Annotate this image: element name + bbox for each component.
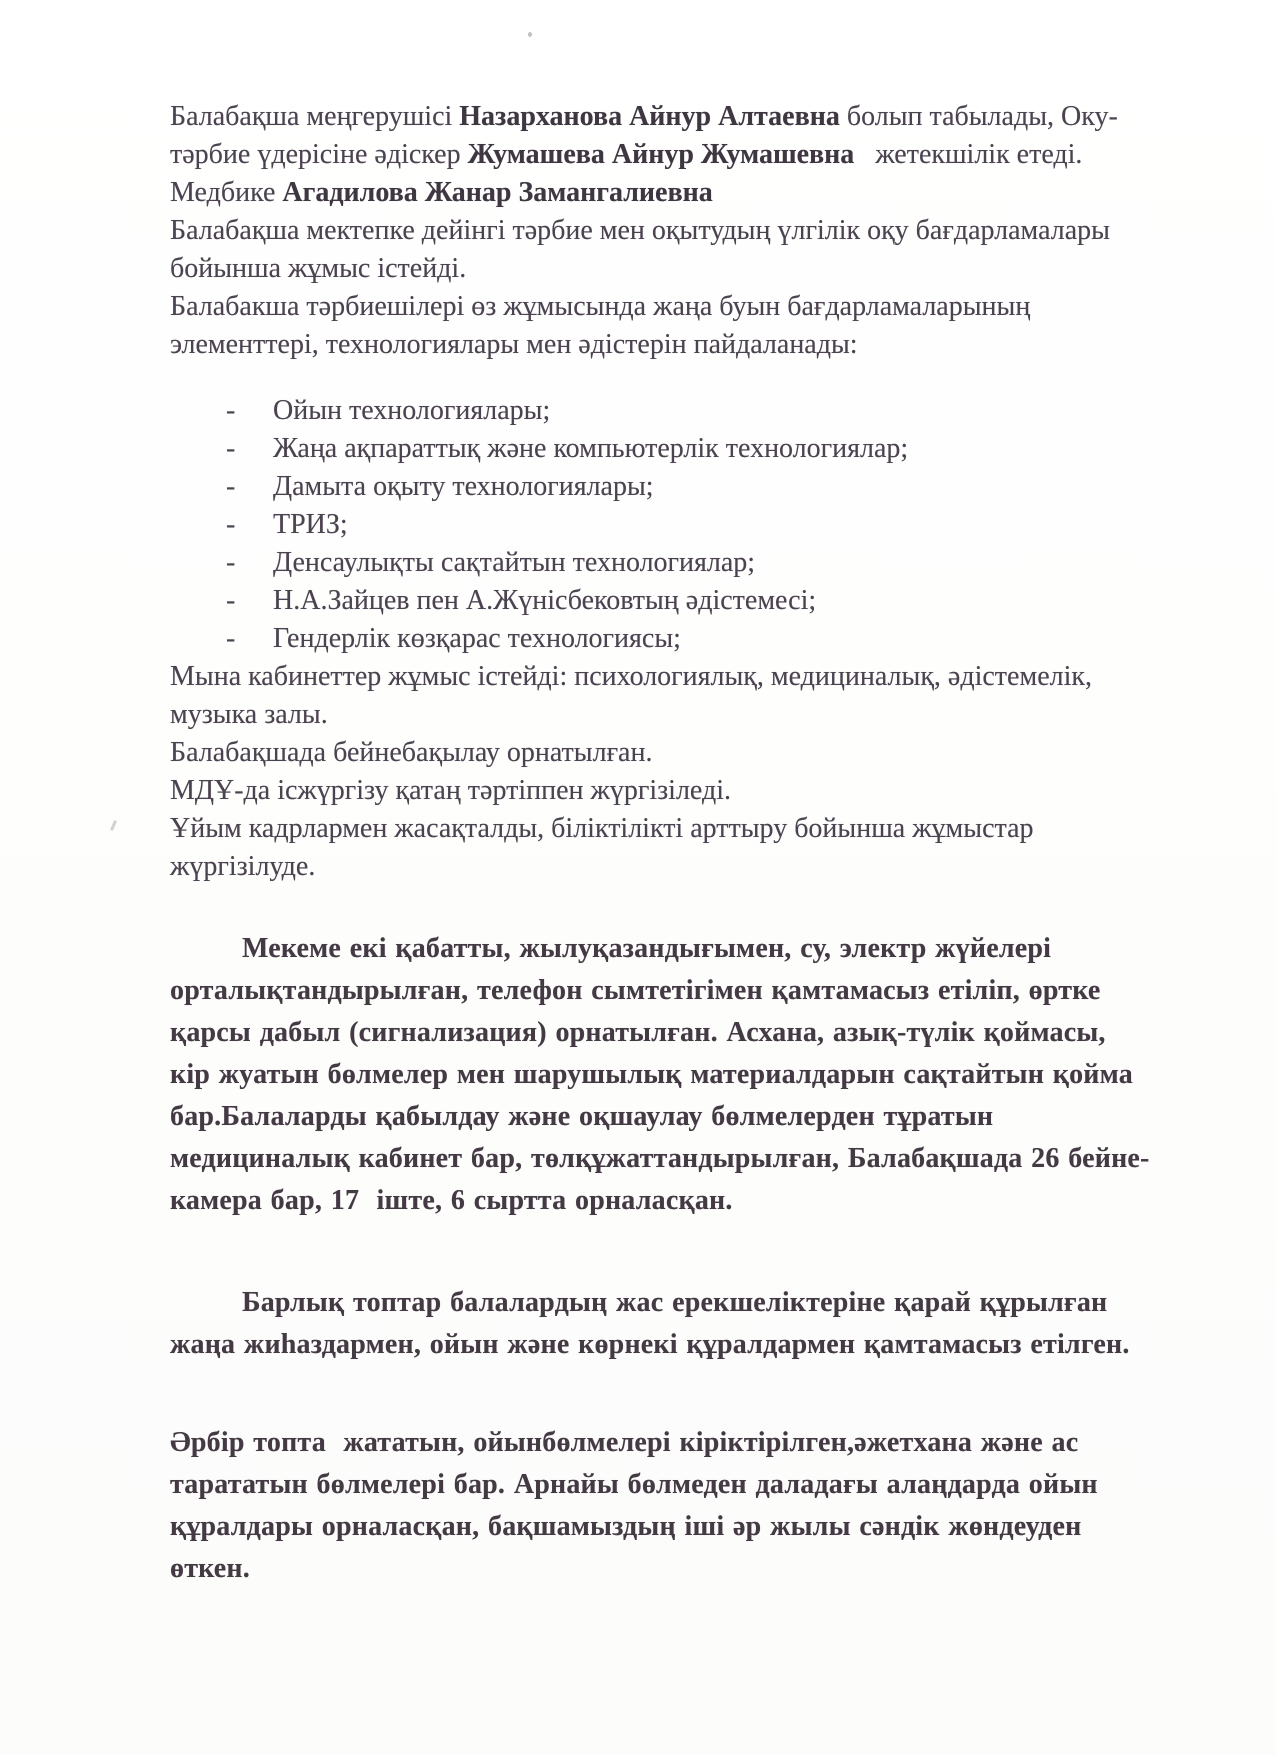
- technology-list: [170, 392, 1152, 658]
- dash-bullet: -: [226, 585, 236, 616]
- person-name-director: Назарханова Айнур Алтаевна: [459, 101, 840, 132]
- list-item-text: Ойын технологиялары;: [273, 395, 551, 426]
- list-item: [170, 620, 1152, 658]
- list-item: [170, 506, 1152, 544]
- dash-bullet: -: [226, 433, 236, 464]
- paragraph-nurse: [170, 174, 1152, 212]
- scan-artifact-mark: [110, 820, 117, 831]
- list-item: [170, 468, 1152, 506]
- paragraph-group-rooms: Әрбір топта жататын, ойынбөлмелері кіріктірілген,әжетхана және ас тарататын бөлмелері бар. Арнайы бөлмеден даладағы алаңдарда ойын құралдары орналасқан, бақшамыздың іші әр жылы сәндік жөндеуден өткен.: [170, 1427, 1098, 1584]
- dash-bullet: -: [226, 395, 236, 426]
- paragraph-groups-equipment: Барлық топтар балалардың жас ерекшеліктеріне қарай құрылған жаңа жиһаздармен, ойын және көрнекі құралдармен қамтамасыз етілген.: [170, 1287, 1130, 1360]
- paragraph-staffing: Ұйым кадрлармен жасақталды, біліктілікті арттыру бойынша жұмыстар жүргізілуде.: [170, 813, 1034, 882]
- list-item-text: Н.А.Зайцев пен А.Жүнісбековтың әдістемесі;: [273, 585, 817, 616]
- list-item: [170, 544, 1152, 582]
- list-item: [170, 582, 1152, 620]
- dash-bullet: -: [226, 547, 236, 578]
- list-item-text: Жаңа ақпараттық және компьютерлік технологиялар;: [273, 433, 909, 464]
- list-item-text: ТРИЗ;: [273, 509, 348, 540]
- paragraph-curriculum: Балабақша мектепке дейінгі тәрбие мен оқытудың үлгілік оқу бағдарламалары бойынша жұмыс істейді.: [170, 215, 1110, 284]
- text-run: Балабақша меңгерушісі: [170, 101, 460, 132]
- dash-bullet: -: [226, 623, 236, 654]
- person-name-nurse: Агадилова Жанар Замангалиевна: [282, 177, 713, 208]
- dash-bullet: -: [226, 471, 236, 502]
- list-item-text: Денсаулықты сақтайтын технологиялар;: [273, 547, 756, 578]
- document-body: [170, 98, 1152, 1590]
- person-name-methodist: Жумашева Айнур Жумашевна: [467, 139, 855, 170]
- paragraph-building-description: Мекеме екі қабатты, жылуқазандығымен, су, электр жүйелері орталықтандырылған, телефон сымтетігімен қамтамасыз етіліп, өртке қарсы дабыл (сигнализация) орнатылған. Асхана, азық-түлік қоймасы, кір жуатын бөлмелер мен шарушылық материалдарын сақтайтын қойма бар.Балаларды қабылдау және оқшаулау бөлмелерден тұратын медициналық кабинет бар, төлқұжаттандырылған, Балабақшада 26 бейне-камера бар, 17 іште, 6 сыртта орналасқан.: [170, 933, 1150, 1216]
- list-item-text: Дамыта оқыту технологиялары;: [273, 471, 654, 502]
- text-run: жетекшілік етеді.: [854, 139, 1083, 170]
- paragraph-technologies-lead: Балабакша тәрбиешілері өз жұмысында жаңа буын бағдарламаларының элементтері, технологиялары мен әдістерін пайдаланады:: [170, 291, 1031, 360]
- dash-bullet: -: [226, 509, 236, 540]
- text-run: Медбике: [170, 177, 283, 208]
- paragraph-management: [170, 98, 1152, 174]
- paragraph-video-surveillance: Балабақшада бейнебақылау орнатылған.: [170, 737, 653, 768]
- paragraph-cabinets: Мына кабинеттер жұмыс істейді: психологиялық, медициналық, әдістемелік, музыка залы.: [170, 661, 1092, 730]
- text-run: болып табылады, Оку-тәрбие үдерісіне әдіскер: [170, 101, 1118, 170]
- list-item-text: Гендерлік көзқарас технологиясы;: [273, 623, 681, 654]
- paragraph-recordkeeping: МДҰ-да ісжүргізу қатаң тәртіппен жүргізіледі.: [170, 775, 731, 806]
- list-item: [170, 430, 1152, 468]
- list-item: [170, 392, 1152, 430]
- scan-artifact-dot: [528, 32, 532, 37]
